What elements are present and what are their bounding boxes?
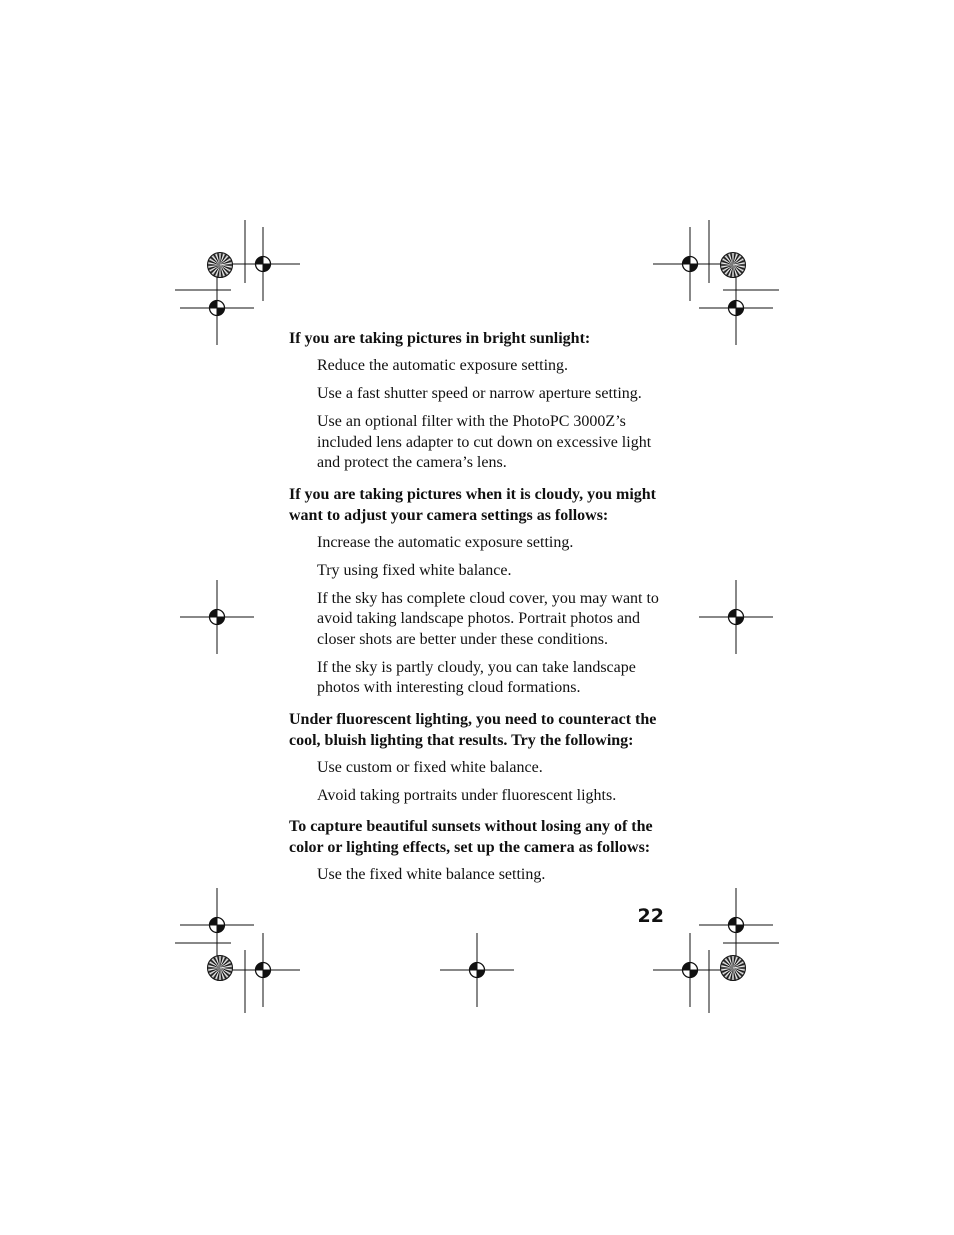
registration-crosshair-icon bbox=[180, 580, 254, 654]
registration-crosshair-icon bbox=[653, 933, 727, 1007]
section-heading: To capture beautiful sunsets without losing any of the color or lighting effects, set up the camera as follows: bbox=[289, 818, 653, 856]
section-heading: If you are taking pictures when it is cloudy, you might want to adjust your camera settings as follows: bbox=[289, 485, 657, 524]
list-item: Use an optional filter with the PhotoPC 3000Z’s included lens adapter to cut down on excessive light and protect the camera’s lens. bbox=[317, 413, 652, 471]
section-cloudy bbox=[289, 484, 669, 699]
page-body bbox=[289, 328, 669, 896]
section-heading: Under fluorescent lighting, you need to counteract the cool, bluish lighting that results. Try the following: bbox=[289, 710, 657, 749]
starburst-target-icon bbox=[208, 253, 233, 278]
registration-crosshair-icon bbox=[699, 580, 773, 654]
list-item: Use custom or fixed white balance. bbox=[317, 758, 543, 776]
registration-crosshair-icon bbox=[226, 933, 300, 1007]
section-bright-sunlight bbox=[289, 328, 669, 474]
registration-crosshair-icon bbox=[226, 227, 300, 301]
registration-crosshair-icon bbox=[653, 227, 727, 301]
list-item: Use the fixed white balance setting. bbox=[317, 866, 546, 883]
list-item: If the sky is partly cloudy, you can take landscape photos with interesting cloud formations. bbox=[317, 658, 636, 696]
registration-crosshair-icon bbox=[180, 271, 254, 345]
starburst-target-icon bbox=[208, 956, 233, 981]
list-item: Increase the automatic exposure setting. bbox=[317, 533, 574, 551]
section-heading: If you are taking pictures in bright sunlight: bbox=[289, 330, 591, 347]
registration-crosshair-icon bbox=[699, 888, 773, 962]
section-sunsets bbox=[289, 816, 669, 886]
page-number: 22 bbox=[637, 905, 664, 927]
list-item: If the sky has complete cloud cover, you may want to avoid taking landscape photos. Portrait photos and closer shots are better under these conditions. bbox=[317, 589, 659, 648]
registration-crosshair-icon bbox=[180, 888, 254, 962]
registration-crosshair-icon bbox=[699, 271, 773, 345]
list-item: Avoid taking portraits under fluorescent lights. bbox=[317, 786, 617, 804]
starburst-target-icon bbox=[721, 253, 746, 278]
list-item: Reduce the automatic exposure setting. bbox=[317, 357, 569, 374]
registration-crosshair-icon bbox=[440, 933, 514, 1007]
starburst-target-icon bbox=[721, 956, 746, 981]
list-item: Try using fixed white balance. bbox=[317, 561, 512, 579]
section-fluorescent bbox=[289, 709, 669, 807]
list-item: Use a fast shutter speed or narrow aperture setting. bbox=[317, 385, 642, 402]
